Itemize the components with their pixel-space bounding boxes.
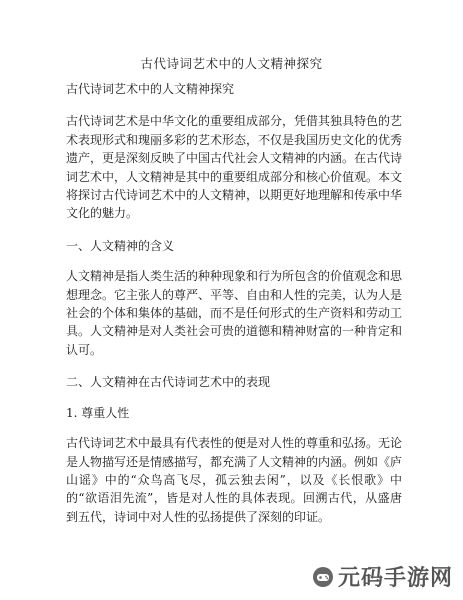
document-subtitle: 古代诗词艺术中的人文精神探究 (66, 82, 235, 96)
section1-heading: 一、人文精神的含义 (66, 238, 175, 253)
subsection1-heading: 1. 尊重人性 (66, 405, 130, 420)
section1-paragraph: 人文精神是指人类生活的种种现象和行为所包含的价值观念和思想理念。它主张人的尊严、平等、自由和人性的完美，认为人是社会的个体和集体的基础，而不是任何形式的生产资料和劳动工具。人文精神是对人类社会可贵的道德和精神财富的一种肯定和认可。 (66, 269, 403, 357)
watermark-text: 元码手游网 (337, 566, 453, 591)
intro-paragraph: 古代诗词艺术是中华文化的重要组成部分，凭借其独具特色的艺术表现形式和瑰丽多彩的艺术形态，不仅是我国历史文化的优秀遗产，更是深刻反映了中国古代社会人文精神的内涵。在古代诗词艺术中，人文精神是其中的重要组成部分和核心价值观。本文将探讨古代诗词艺术中的人文精神，以期更好地理解和传承中华文化的魅力。 (66, 114, 403, 221)
site-watermark (312, 561, 453, 592)
game-logo-icon (312, 566, 334, 588)
document-title: 古代诗词艺术中的人文精神探究 (140, 56, 323, 71)
document-body (66, 80, 402, 540)
section2-heading: 二、人文精神在古代诗词艺术中的表现 (66, 375, 271, 390)
subsection1-paragraph: 古代诗词艺术中最具有代表性的便是对人性的尊重和弘扬。无论是人物描写还是情感描写，都充满了人文精神的内涵。例如《庐山谣》中的“众鸟高飞尽，孤云独去闲”，以及《长恨歌》中的“欲语泪先流”，皆是对人性的具体表现。回溯古代，从盛唐到五代，诗词中对人性的弘扬提供了深刻的印证。 (66, 436, 403, 524)
